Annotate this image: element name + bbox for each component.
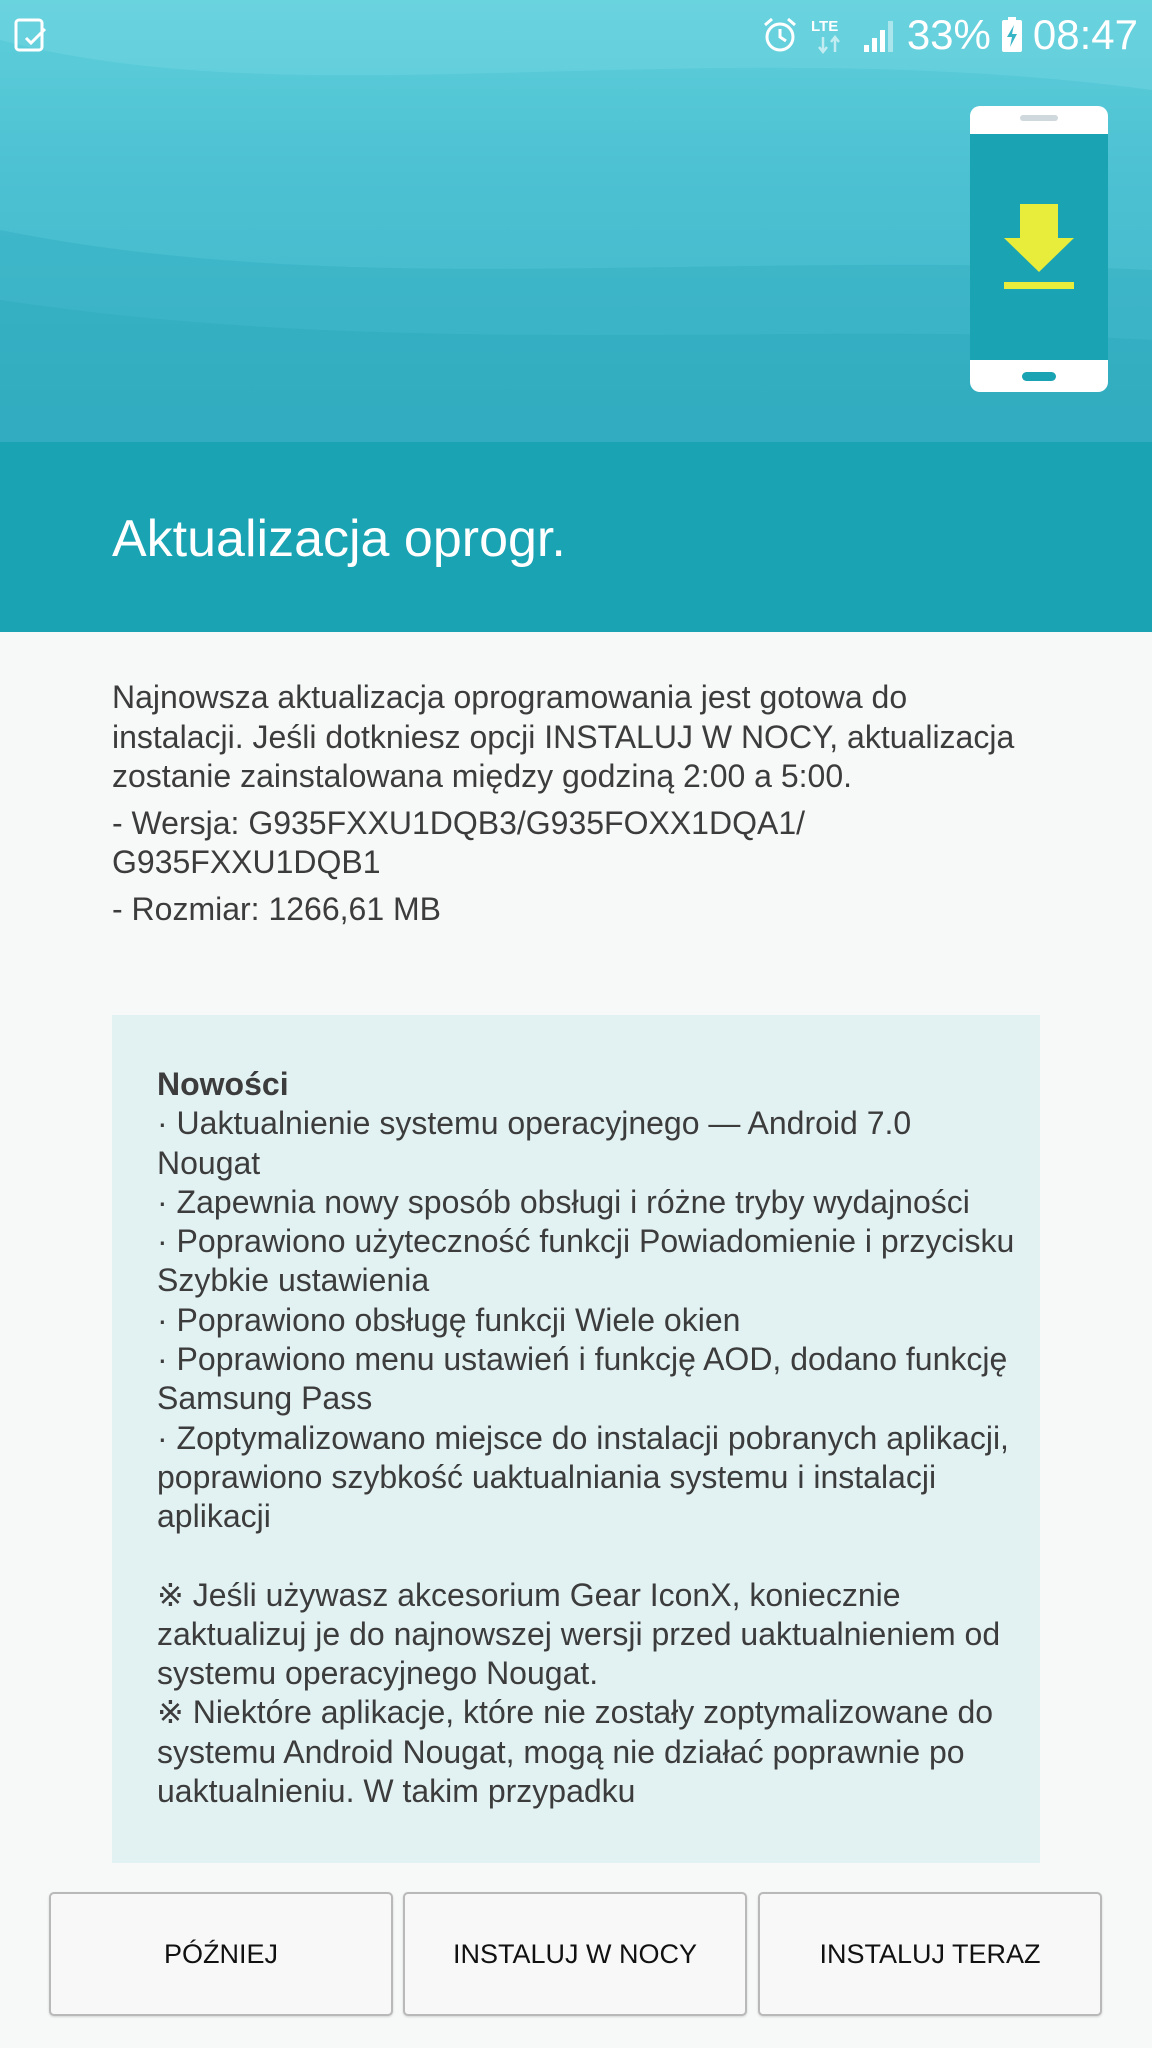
battery-charging-icon — [1001, 17, 1023, 53]
header-hero — [0, 0, 1152, 442]
list-item: · Zoptymalizowano miejsce do instalacji pobranych aplikacji, poprawiono szybkość uaktualniania systemu i instalacji aplikacji — [157, 1419, 1009, 1535]
install-at-night-button[interactable]: INSTALUJ W NOCY — [403, 1892, 747, 2016]
update-size: - Rozmiar: 1266,61 MB — [112, 890, 442, 927]
list-item: · Poprawiono obsługę funkcji Wiele okien — [157, 1301, 741, 1338]
alarm-icon — [761, 16, 799, 54]
release-notes-heading: Nowości — [157, 1066, 289, 1102]
warning-note: ※ Niektóre aplikacje, które nie zostały zoptymalizowane do systemu Android Nougat, mogą nie działać poprawnie po uaktualnieniu. W takim przypadku — [157, 1694, 994, 1810]
page-title: Aktualizacja oprogr. — [112, 510, 566, 568]
release-notes-content — [157, 1065, 1017, 1811]
warning-note: ※ Jeśli używasz akcesorium Gear IconX, koniecznie zaktualizuj je do najnowszej wersji przed uaktualnieniem od systemu operacyjnego Nougat. — [157, 1576, 1001, 1692]
release-notes-warnings — [157, 1576, 1017, 1812]
later-button[interactable]: PÓŹNIEJ — [49, 1892, 393, 2016]
list-item: · Poprawiono użyteczność funkcji Powiadomienie i przycisku Szybkie ustawienia — [157, 1223, 1015, 1299]
list-item: · Poprawiono menu ustawień i funkcję AOD, dodano funkcję Samsung Pass — [157, 1341, 1008, 1417]
release-notes-list — [157, 1104, 1017, 1536]
lte-icon — [809, 15, 853, 55]
tablet-check-icon — [14, 18, 48, 54]
list-item: · Zapewnia nowy sposób obsługi i różne tryby wydajności — [157, 1183, 970, 1220]
signal-icon — [863, 17, 897, 53]
update-description-text: Najnowsza aktualizacja oprogramowania jest gotowa do instalacji. Jeśli dotkniesz opcji INSTALUJ W NOCY, aktualizacja zostanie zainstalowana między godziną 2:00 a 5:00. — [112, 679, 1015, 794]
list-item: · Uaktualnienie systemu operacyjnego — Android 7.0 Nougat — [157, 1105, 912, 1181]
install-now-button[interactable]: INSTALUJ TERAZ — [758, 1892, 1102, 2016]
release-notes-panel[interactable] — [112, 1015, 1040, 1863]
update-version: - Wersja: G935FXXU1DQB3/G935FOXX1DQA1/ G935FXXU1DQB1 — [112, 804, 805, 880]
lte-label: LTE — [810, 18, 839, 35]
battery-percentage: 33% — [906, 11, 991, 58]
phone-download-icon — [968, 104, 1110, 394]
status-bar — [0, 0, 1152, 70]
update-description — [112, 678, 1032, 929]
status-bar-right — [761, 8, 1138, 62]
status-clock: 08:47 — [1032, 11, 1138, 58]
